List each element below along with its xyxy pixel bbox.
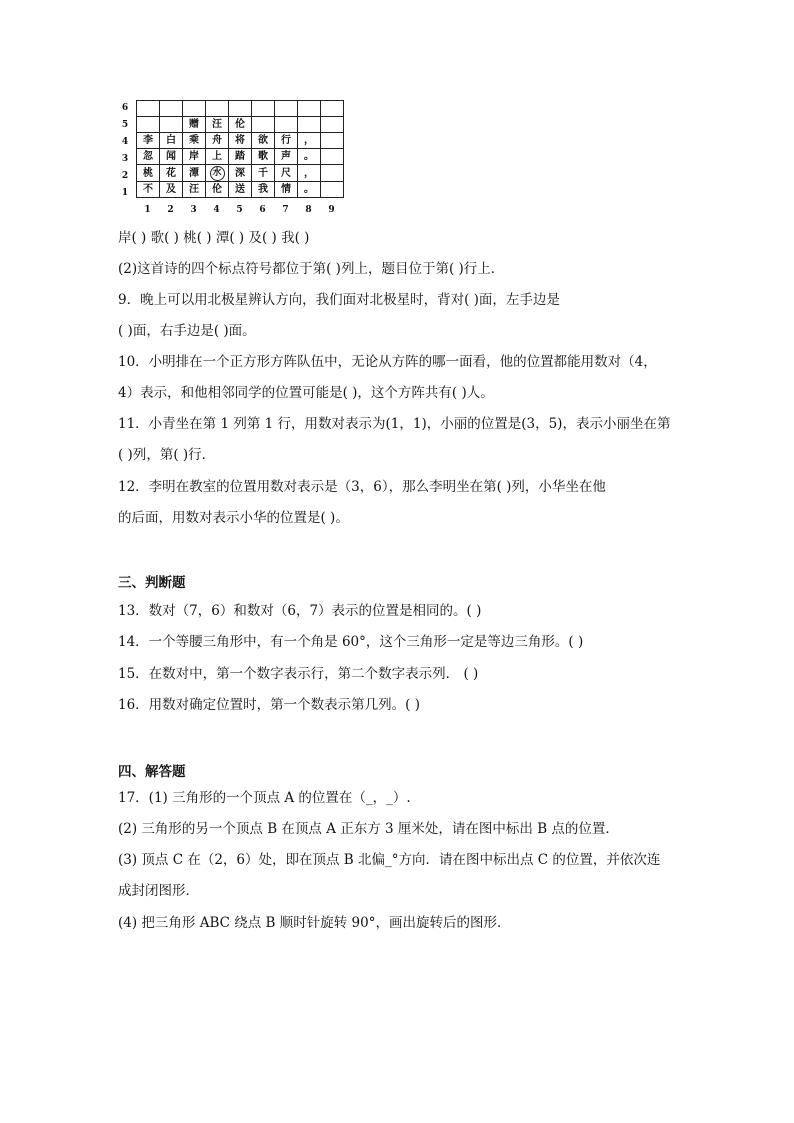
question-13: 13．数对（7，6）和数对（6，7）表示的位置是相同的。( )	[118, 603, 482, 619]
col-label: 5	[236, 205, 243, 215]
question-10-line-1: 10．小明排在一个正方形方阵队伍中，无论从方阵的哪一面看，他的位置都能用数对（4，	[118, 354, 657, 370]
grid-cell: 花	[160, 165, 183, 182]
question-17-4: (4) 把三角形 ABC 绕点 B 顺时针旋转 90°，画出旋转后的图形．	[118, 915, 511, 931]
grid-cell: 闻	[160, 149, 183, 165]
grid-cell: 歌	[252, 149, 275, 165]
grid-cell: 李	[137, 133, 160, 149]
col-label: 8	[305, 205, 312, 215]
grid-cell	[321, 117, 344, 133]
grid-cell	[229, 101, 252, 117]
col-label: 1	[144, 205, 151, 215]
poem-grid-figure	[114, 100, 346, 220]
grid-cell	[321, 182, 344, 198]
question-11-line-1: 11．小青坐在第 1 列第 1 行，用数对表示为(1，1)，小丽的位置是(3，5)，表示小丽坐在第	[118, 416, 671, 432]
col-label: 6	[259, 205, 266, 215]
grid-cell	[137, 117, 160, 133]
grid-cell: 桃	[137, 165, 160, 182]
section-heading-true-false: 三、判断题	[118, 575, 186, 591]
row-label: 6	[121, 103, 129, 113]
grid-cell: 汪	[183, 182, 206, 198]
grid-cell: 千	[252, 165, 275, 182]
question-8-1-blanks: 岸( ) 歌( ) 桃( ) 潭( ) 及( ) 我( )	[118, 230, 310, 246]
grid-cell: 赠	[183, 117, 206, 133]
grid-cell: 乘	[183, 133, 206, 149]
grid-cell: 汪	[206, 117, 229, 133]
circled-character: 水	[210, 166, 225, 181]
grid-cell: 忽	[137, 149, 160, 165]
grid-row	[137, 117, 344, 133]
question-12-line-1: 12．李明在教室的位置用数对表示是（3，6），那么李明坐在第( )列，小华坐在他	[118, 479, 606, 495]
question-8-2: (2)这首诗的四个标点符号都位于第( )列上，题目位于第( )行上．	[118, 261, 505, 277]
grid-cell: ，	[298, 133, 321, 149]
grid-cell: 欲	[252, 133, 275, 149]
grid-cell-circled	[206, 165, 229, 182]
question-16: 16．用数对确定位置时，第一个数表示第几列。( )	[118, 697, 421, 713]
grid-cell: 我	[252, 182, 275, 198]
grid-row	[137, 182, 344, 198]
grid-cell: 不	[137, 182, 160, 198]
grid-cell	[321, 165, 344, 182]
grid-cell	[321, 133, 344, 149]
grid-cell	[275, 101, 298, 117]
grid-cell	[160, 101, 183, 117]
col-label: 7	[282, 205, 289, 215]
grid-cell: 送	[229, 182, 252, 198]
grid-cell	[183, 101, 206, 117]
row-label: 1	[121, 188, 129, 198]
grid-cell: 白	[160, 133, 183, 149]
grid-cell: 岸	[183, 149, 206, 165]
grid-cell: 潭	[183, 165, 206, 182]
grid-cell	[298, 101, 321, 117]
grid-cell: 伦	[206, 182, 229, 198]
row-label: 2	[121, 171, 129, 181]
grid-cell	[321, 149, 344, 165]
grid-row	[137, 101, 344, 117]
grid-cell: 。	[298, 149, 321, 165]
grid-cell: 。	[298, 182, 321, 198]
grid-cell	[275, 117, 298, 133]
grid-cell: 舟	[206, 133, 229, 149]
question-17-3-line-1: (3) 顶点 C 在（2，6）处，即在顶点 B 北偏_°方向．请在图中标出点 C 的位置，并依次连	[118, 852, 661, 868]
grid-cell	[137, 101, 160, 117]
question-17-2: (2) 三角形的另一个顶点 B 在顶点 A 正东方 3 厘米处，请在图中标出 B 点的位置．	[118, 821, 619, 837]
row-label: 4	[121, 137, 129, 147]
question-12-line-2: 的后面，用数对表示小华的位置是( )。	[118, 510, 349, 526]
question-10-line-2: 4）表示，和他相邻同学的位置可能是( )，这个方阵共有( )人。	[118, 385, 494, 401]
grid-cell: 踏	[229, 149, 252, 165]
section-heading-answers: 四、解答题	[118, 764, 186, 780]
grid-row	[137, 133, 344, 149]
grid-cell: ，	[298, 165, 321, 182]
question-9-line-2: ( )面，右手边是( )面。	[118, 323, 256, 339]
col-label: 9	[328, 205, 335, 215]
grid-row	[137, 165, 344, 182]
col-label: 4	[213, 205, 220, 215]
grid-row	[137, 149, 344, 165]
grid-cell	[206, 101, 229, 117]
grid-cell: 将	[229, 133, 252, 149]
grid-cell: 上	[206, 149, 229, 165]
poem-grid	[136, 100, 344, 198]
grid-cell: 伦	[229, 117, 252, 133]
col-label: 3	[190, 205, 197, 215]
grid-cell	[252, 101, 275, 117]
grid-cell: 及	[160, 182, 183, 198]
grid-cell: 情	[275, 182, 298, 198]
question-14: 14．一个等腰三角形中，有一个角是 60°，这个三角形一定是等边三角形。( )	[118, 634, 584, 650]
grid-cell	[160, 117, 183, 133]
question-11-line-2: ( )列，第( )行．	[118, 447, 216, 463]
grid-cell: 深	[229, 165, 252, 182]
question-17-1: 17．(1) 三角形的一个顶点 A 的位置在（_，_）.	[118, 790, 411, 806]
question-9-line-1: 9．晚上可以用北极星辨认方向，我们面对北极星时，背对( )面，左手边是	[118, 292, 560, 308]
question-15: 15．在数对中，第一个数字表示行，第二个数字表示列． ( )	[118, 666, 479, 682]
grid-cell	[252, 117, 275, 133]
grid-cell	[321, 101, 344, 117]
grid-cell	[298, 117, 321, 133]
row-label: 5	[121, 120, 129, 130]
question-17-3-line-2: 成封闭图形．	[118, 883, 199, 899]
grid-cell: 声	[275, 149, 298, 165]
grid-cell: 行	[275, 133, 298, 149]
grid-cell: 尺	[275, 165, 298, 182]
row-label: 3	[121, 154, 129, 164]
col-label: 2	[167, 205, 174, 215]
